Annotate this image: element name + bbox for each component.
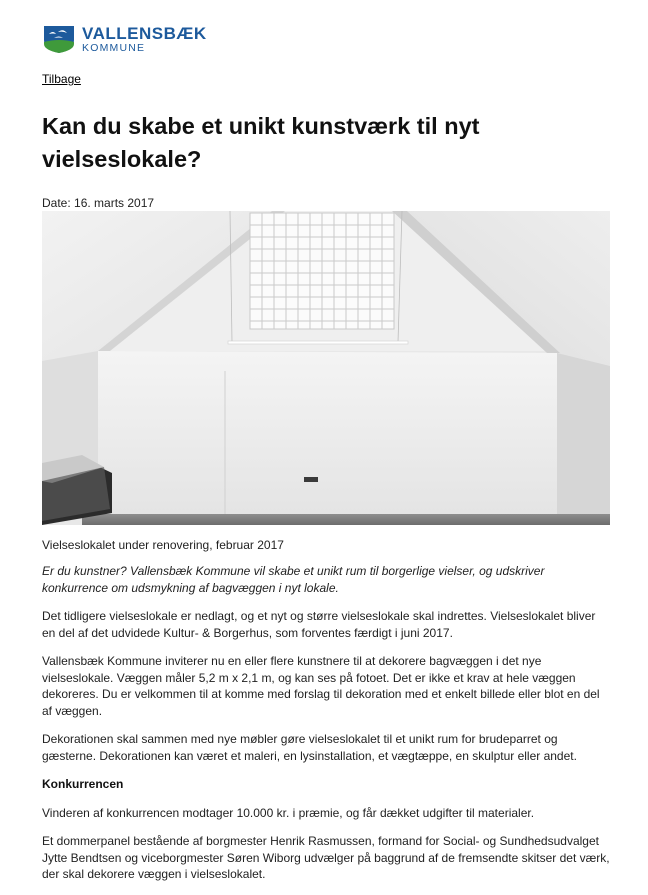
back-link[interactable]: Tilbage <box>42 72 81 86</box>
municipality-shield-icon <box>42 24 76 54</box>
logo-name: VALLENSBÆK <box>82 23 207 43</box>
article-paragraph: Et dommerpanel bestående af borgmester Henrik Rasmussen, formand for Social- og Sundhedsudvalget Jytte Bendtsen og viceborgmester Søren Wiborg udvælger på baggrund af de fremsendte skitser det værk, der skal dekorere væggen i vielseslokalet. <box>42 834 610 881</box>
photo-caption: Vielseslokalet under renovering, februar 2017 <box>42 538 284 552</box>
article-intro: Er du kunstner? Vallensbæk Kommune vil skabe et unikt rum til borgerlige vielser, og udskriver konkurrence om udsmykning af bagvæggen i nyt lokale. <box>42 564 545 595</box>
article-body <box>42 563 612 895</box>
article-photo <box>42 211 610 525</box>
section-heading: Konkurrencen <box>42 777 124 791</box>
article-paragraph: Vinderen af konkurrencen modtager 10.000 kr. i præmie, og får dækket udgifter til materialer. <box>42 805 535 820</box>
article-title: Kan du skabe et unikt kunstværk til nyt vielseslokale? <box>42 113 480 172</box>
article-paragraph: Vallensbæk Kommune inviterer nu en eller flere kunstnere til at dekorere bagvæggen i det nye vielseslokale. Væggen måler 5,2 m x 2,1 m, og kan ses på fotoet. Det er ikke et krav at hele væggen dekoreres. Du er velkommen til at komme med forslag til dekoration med et enkelt billede eller blot en del af væggen. <box>42 654 600 718</box>
article-paragraph: Det tidligere vielseslokale er nedlagt, og et nyt og større vielseslokale skal indrettes. Vielseslokalet bliver en del af det udvidede Kultur- & Borgerhus, som forventes færdigt i juni 2017. <box>42 609 596 640</box>
logo-subtitle: KOMMUNE <box>82 41 146 54</box>
site-logo[interactable] <box>42 24 207 54</box>
article-paragraph: Dekorationen skal sammen med nye møbler gøre vielseslokalet til et unikt rum for brudeparret og gæsterne. Dekorationen kan været et maleri, en lysinstallation, et vægtæppe, en skulptur eller andet. <box>42 732 577 763</box>
logo-wordmark <box>82 25 207 54</box>
article-date: Date: 16. marts 2017 <box>42 196 155 210</box>
